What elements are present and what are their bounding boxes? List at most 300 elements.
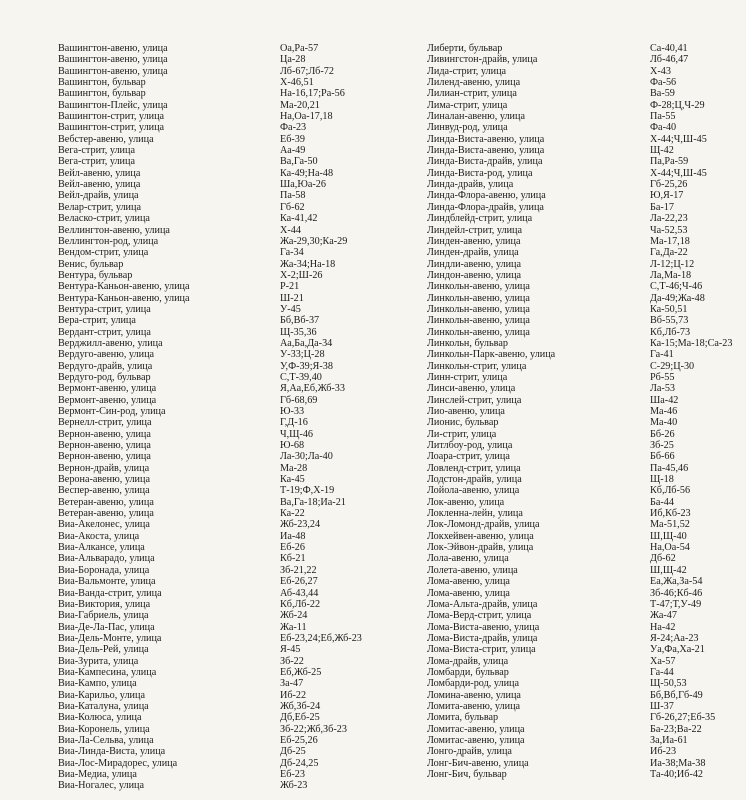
index-entry bbox=[427, 633, 746, 644]
street-name: Вендом-стрит, улица bbox=[58, 247, 149, 259]
grid-reference: Да-49;Жа-48 bbox=[650, 292, 705, 304]
index-entry bbox=[427, 338, 746, 349]
street-name: Веспер-авеню, улица bbox=[58, 485, 150, 497]
grid-reference: Х-43 bbox=[650, 65, 671, 77]
index-entry bbox=[58, 281, 398, 292]
index-entry bbox=[58, 236, 398, 247]
street-name: Вермонт-авеню, улица bbox=[58, 383, 157, 395]
grid-reference: Уа,Фа,Ха-21 bbox=[650, 644, 705, 656]
index-entry bbox=[427, 724, 746, 735]
street-name: Веллингтон-род, улица bbox=[58, 235, 159, 247]
street-name: Виа-Дель-Монте, улица bbox=[58, 632, 162, 644]
street-name: Лок-авеню, улица bbox=[427, 496, 505, 508]
grid-reference: Оа,Ра-57 bbox=[280, 43, 319, 54]
grid-reference: Х-44 bbox=[280, 224, 301, 236]
index-entry bbox=[58, 54, 398, 65]
index-entry bbox=[58, 213, 398, 224]
index-entry bbox=[427, 236, 746, 247]
grid-reference: Еа,Жа,За-54 bbox=[650, 576, 703, 588]
index-entry bbox=[427, 225, 746, 236]
index-entry bbox=[58, 746, 398, 757]
street-name: Виа-Карильо, улица bbox=[58, 689, 145, 701]
street-name: Линкольн-авеню, улица bbox=[427, 281, 530, 293]
street-name: Виа-Де-Ла-Пас, улица bbox=[58, 621, 155, 633]
index-entry bbox=[58, 576, 398, 587]
grid-reference: Гб-25,26 bbox=[650, 179, 688, 191]
street-name: Виа-Коронель, улица bbox=[58, 723, 150, 735]
street-name: Виа-Акелонес, улица bbox=[58, 519, 150, 531]
street-name: Линкольн-Парк-авеню, улица bbox=[427, 349, 556, 361]
index-entry bbox=[58, 383, 398, 394]
index-entry bbox=[427, 190, 746, 201]
grid-reference: Кб,Лб-22 bbox=[280, 598, 321, 610]
street-name: Вашингтон-авеню, улица bbox=[58, 54, 168, 66]
street-name: Ломитас-авеню, улица bbox=[427, 723, 525, 735]
street-name: Ветеран-авеню, улица bbox=[58, 508, 154, 520]
grid-reference: Па-55 bbox=[650, 111, 676, 123]
grid-reference: Щ-18 bbox=[650, 474, 674, 486]
index-entry bbox=[427, 656, 746, 667]
grid-reference: У-33;Ц-28 bbox=[280, 349, 325, 361]
street-name: Линда-Виста-драйв, улица bbox=[427, 156, 543, 168]
index-entry bbox=[427, 281, 746, 292]
index-entry bbox=[427, 440, 746, 451]
grid-reference: Х-46,51 bbox=[280, 77, 314, 89]
grid-reference: На,Оа-54 bbox=[650, 542, 690, 554]
street-name: Ломбарди, бульвар bbox=[427, 666, 509, 678]
index-entry bbox=[427, 77, 746, 88]
street-name: Литлбоу-род, улица bbox=[427, 440, 513, 452]
index-entry bbox=[58, 633, 398, 644]
street-name: Вердант-стрит, улица bbox=[58, 326, 151, 338]
street-name: Лола-авеню, улица bbox=[427, 553, 509, 565]
street-name: Виа-Алкансе, улица bbox=[58, 542, 145, 554]
street-name: Виа-Зурита, улица bbox=[58, 655, 139, 667]
index-entry bbox=[427, 758, 746, 769]
street-name: Лионис, бульвар bbox=[427, 417, 499, 429]
index-entry bbox=[58, 485, 398, 496]
index-entry bbox=[58, 43, 398, 54]
index-entry bbox=[58, 712, 398, 723]
street-name: Виа-Габриель, улица bbox=[58, 610, 149, 622]
street-name: Велар-стрит, улица bbox=[58, 201, 141, 213]
grid-reference: Ш,Щ-40 bbox=[650, 530, 687, 542]
index-entry bbox=[427, 417, 746, 428]
grid-reference: Зб-46;Кб-46 bbox=[650, 587, 703, 599]
street-name: Лок-Ломонд-драйв, улица bbox=[427, 519, 540, 531]
grid-reference: Гб-62 bbox=[280, 201, 305, 213]
grid-reference: Га-41 bbox=[650, 349, 674, 361]
grid-reference: Га,Да-22 bbox=[650, 247, 688, 259]
index-entry bbox=[58, 690, 398, 701]
street-name: Ломита, бульвар bbox=[427, 712, 499, 724]
index-entry bbox=[427, 315, 746, 326]
grid-reference: Дб-25 bbox=[280, 746, 306, 758]
grid-reference: Еб,Жб-25 bbox=[280, 666, 322, 678]
index-entry bbox=[427, 553, 746, 564]
street-name: Линкольн-авеню, улица bbox=[427, 326, 530, 338]
street-name: Лома-Верд-стрит, улица bbox=[427, 610, 532, 622]
grid-reference: Ба-23;Ва-22 bbox=[650, 723, 702, 735]
street-name: Линалан-авеню, улица bbox=[427, 111, 525, 123]
index-entry bbox=[58, 497, 398, 508]
index-entry bbox=[427, 145, 746, 156]
index-entry bbox=[58, 225, 398, 236]
grid-reference: Еб-26 bbox=[280, 542, 305, 554]
grid-reference: Га-44 bbox=[650, 666, 674, 678]
street-name: Линда-Виста-род, улица bbox=[427, 167, 533, 179]
street-name: Вердуго-авеню, улица bbox=[58, 349, 155, 361]
index-entry bbox=[427, 746, 746, 757]
index-entry bbox=[58, 622, 398, 633]
street-name: Лида-стрит, улица bbox=[427, 65, 507, 77]
grid-reference: Жа-47 bbox=[650, 610, 677, 622]
index-entry bbox=[427, 429, 746, 440]
street-name: Ли-стрит, улица bbox=[427, 428, 497, 440]
grid-reference: Иб-22 bbox=[280, 689, 307, 701]
index-entry bbox=[427, 508, 746, 519]
street-name: Вебстер-авеню, улица bbox=[58, 133, 154, 145]
grid-reference: Гб-26,27;Еб-35 bbox=[650, 712, 716, 724]
index-entry bbox=[427, 769, 746, 780]
index-entry bbox=[58, 780, 398, 791]
index-entry bbox=[427, 372, 746, 383]
index-entry bbox=[427, 134, 746, 145]
grid-reference: Я-45 bbox=[280, 644, 301, 656]
index-entry bbox=[427, 111, 746, 122]
grid-reference: Жб,Зб-24 bbox=[280, 700, 321, 712]
grid-reference: Ма-51,52 bbox=[650, 519, 690, 531]
grid-reference: Ш-37 bbox=[650, 700, 674, 712]
index-entry bbox=[58, 327, 398, 338]
street-name: Лолета-авеню, улица bbox=[427, 564, 518, 576]
index-entry bbox=[58, 599, 398, 610]
grid-reference: Жб-23,24 bbox=[280, 519, 321, 531]
street-name: Вернон-авеню, улица bbox=[58, 428, 151, 440]
street-name: Вердуго-род, бульвар bbox=[58, 371, 151, 383]
index-entry bbox=[58, 315, 398, 326]
street-name: Веласко-стрит, улица bbox=[58, 213, 150, 225]
grid-reference: Ю-68 bbox=[280, 440, 305, 452]
index-entry bbox=[58, 270, 398, 281]
index-entry bbox=[427, 519, 746, 530]
grid-reference: Фа-23 bbox=[280, 122, 307, 134]
street-name: Вернон-авеню, улица bbox=[58, 440, 151, 452]
grid-reference: Жб-23 bbox=[280, 780, 308, 792]
street-name: Лома-Виста-авеню, улица bbox=[427, 621, 540, 633]
grid-reference: Еб-25,26 bbox=[280, 734, 318, 746]
grid-reference: Ва,Га-18;Иа-21 bbox=[280, 496, 346, 508]
street-name: Вашингтон-авеню, улица bbox=[58, 43, 168, 54]
grid-reference: Рб-55 bbox=[650, 371, 675, 383]
grid-reference: Аа,Ба,Да-34 bbox=[280, 337, 333, 349]
street-name: Виа-Ванда-стрит, улица bbox=[58, 587, 162, 599]
grid-reference: Са-40,41 bbox=[650, 43, 688, 54]
grid-reference: На-16,17;Ра-56 bbox=[280, 88, 345, 100]
street-name: Ломина-авеню, улица bbox=[427, 689, 521, 701]
street-name: Линдейл-стрит, улица bbox=[427, 224, 523, 236]
street-name: Лонго-драйв, улица bbox=[427, 746, 512, 758]
grid-reference: Ка-22 bbox=[280, 508, 305, 520]
street-name: Вера-стрит, улица bbox=[58, 315, 136, 327]
street-name: Венис, бульвар bbox=[58, 258, 124, 270]
grid-reference: Зб-25 bbox=[650, 440, 674, 452]
grid-reference: Л-12;Ц-12 bbox=[650, 258, 695, 270]
street-name: Вега-стрит, улица bbox=[58, 156, 135, 168]
index-entry bbox=[427, 406, 746, 417]
street-name: Виа-Виктория, улица bbox=[58, 598, 151, 610]
index-entry bbox=[58, 610, 398, 621]
index-entry bbox=[427, 122, 746, 133]
grid-reference: Ка-50,51 bbox=[650, 303, 688, 315]
grid-reference: Иб,Кб-23 bbox=[650, 508, 691, 520]
index-entry bbox=[427, 43, 746, 54]
grid-reference: Па-58 bbox=[280, 190, 306, 202]
index-entry bbox=[427, 54, 746, 65]
index-entry bbox=[427, 610, 746, 621]
index-entry bbox=[58, 508, 398, 519]
grid-reference: За-47 bbox=[280, 678, 304, 690]
index-entry bbox=[427, 213, 746, 224]
index-entry bbox=[58, 202, 398, 213]
grid-reference: Х-44;Ч,Ш-45 bbox=[650, 133, 707, 145]
index-entry bbox=[427, 451, 746, 462]
grid-reference: За,Иа-61 bbox=[650, 734, 688, 746]
street-name: Вейл-авеню, улица bbox=[58, 167, 141, 179]
grid-reference: Па,Ра-59 bbox=[650, 156, 689, 168]
index-entry bbox=[427, 179, 746, 190]
street-name: Вашингтон-авеню, улица bbox=[58, 65, 168, 77]
index-entry bbox=[58, 531, 398, 542]
grid-reference: Дб-24,25 bbox=[280, 757, 319, 769]
grid-reference: Ва,Га-50 bbox=[280, 156, 318, 168]
index-entry bbox=[427, 270, 746, 281]
grid-reference: Щ-50,53 bbox=[650, 678, 687, 690]
street-name: Лиленд-авеню, улица bbox=[427, 77, 521, 89]
grid-reference: Щ-35,36 bbox=[280, 326, 317, 338]
grid-reference: Я-24;Аа-23 bbox=[650, 632, 699, 644]
street-name: Виа-Кампесина, улица bbox=[58, 666, 157, 678]
index-entry bbox=[427, 202, 746, 213]
street-name: Лойола-авеню, улица bbox=[427, 485, 520, 497]
index-entry bbox=[58, 553, 398, 564]
index-entry bbox=[58, 259, 398, 270]
street-name: Ветеран-авеню, улица bbox=[58, 496, 154, 508]
street-name: Вашингтон, бульвар bbox=[58, 77, 146, 89]
index-entry bbox=[58, 678, 398, 689]
street-name: Вернон-драйв, улица bbox=[58, 462, 150, 474]
street-name: Вентура-Каньон-авеню, улица bbox=[58, 281, 190, 293]
index-entry bbox=[58, 667, 398, 678]
street-name: Виа-Колюса, улица bbox=[58, 712, 142, 724]
index-entry bbox=[58, 724, 398, 735]
grid-reference: У,Ф-39;Я-38 bbox=[280, 360, 333, 372]
street-name: Виа-Кампо, улица bbox=[58, 678, 137, 690]
grid-reference: Ша-42 bbox=[650, 394, 679, 406]
grid-reference: Т-19;Ф,Х-19 bbox=[280, 485, 335, 497]
index-entry bbox=[58, 440, 398, 451]
index-entry bbox=[427, 622, 746, 633]
index-entry bbox=[58, 134, 398, 145]
index-entry bbox=[427, 100, 746, 111]
index-entry bbox=[58, 656, 398, 667]
index-entry bbox=[58, 474, 398, 485]
street-name: Вентура-стрит, улица bbox=[58, 303, 151, 315]
index-entry bbox=[427, 644, 746, 655]
index-entry bbox=[58, 77, 398, 88]
street-name: Линдон-авеню, улица bbox=[427, 269, 522, 281]
grid-reference: Я,Аа,Еб,Жб-33 bbox=[280, 383, 345, 395]
grid-reference: Еб-23 bbox=[280, 769, 305, 780]
index-entry bbox=[58, 417, 398, 428]
street-name: Линда-Флора-авеню, улица bbox=[427, 190, 546, 202]
grid-reference: Ба-17 bbox=[650, 201, 674, 213]
index-entry bbox=[58, 735, 398, 746]
index-entry bbox=[427, 531, 746, 542]
street-name: Лио-авеню, улица bbox=[427, 406, 505, 417]
street-name: Линкольн-авеню, улица bbox=[427, 292, 530, 304]
index-entry bbox=[58, 429, 398, 440]
index-entry bbox=[427, 701, 746, 712]
grid-reference: Ма-17,18 bbox=[650, 235, 690, 247]
index-entry bbox=[58, 168, 398, 179]
street-name: Вернон-авеню, улица bbox=[58, 451, 151, 463]
index-entry bbox=[427, 361, 746, 372]
street-name: Линдблейд-стрит, улица bbox=[427, 213, 533, 225]
street-name: Виа-Акоста, улица bbox=[58, 530, 140, 542]
grid-reference: Га-34 bbox=[280, 247, 304, 259]
index-entry bbox=[427, 327, 746, 338]
grid-reference: Ча-52,53 bbox=[650, 224, 688, 236]
grid-reference: Аб-43,44 bbox=[280, 587, 319, 599]
grid-reference: На,Оа-17,18 bbox=[280, 111, 333, 123]
grid-reference: Ш,Щ-42 bbox=[650, 564, 687, 576]
street-name: Вашингтон-Плейс, улица bbox=[58, 99, 168, 111]
street-name: Лома-Виста-стрит, улица bbox=[427, 644, 536, 656]
street-name: Линкольн-авеню, улица bbox=[427, 315, 530, 327]
index-entry bbox=[427, 576, 746, 587]
street-name: Линда-Виста-авеню, улица bbox=[427, 133, 545, 145]
index-entry bbox=[58, 463, 398, 474]
grid-reference: Ва-59 bbox=[650, 88, 675, 100]
index-entry bbox=[427, 88, 746, 99]
grid-reference: Аа-49 bbox=[280, 145, 306, 157]
street-name: Виа-Каталуна, улица bbox=[58, 700, 149, 712]
street-name: Линн-стрит, улица bbox=[427, 371, 508, 383]
index-entry bbox=[427, 485, 746, 496]
index-entry bbox=[427, 304, 746, 315]
street-name: Ливингстон-драйв, улица bbox=[427, 54, 538, 66]
grid-reference: Ш-21 bbox=[280, 292, 304, 304]
grid-reference: Зб-21,22 bbox=[280, 564, 317, 576]
street-name: Либерти, бульвар bbox=[427, 43, 503, 54]
street-name: Линда-Виста-авеню, улица bbox=[427, 145, 545, 157]
grid-reference: Вб-55,73 bbox=[650, 315, 689, 327]
grid-reference: Ла-22,23 bbox=[650, 213, 688, 225]
grid-reference: С,Т-46;Ч-46 bbox=[650, 281, 703, 293]
street-name: Лодстон-драйв, улица bbox=[427, 474, 522, 486]
index-entry bbox=[58, 565, 398, 576]
index-entry bbox=[58, 145, 398, 156]
index-entry bbox=[58, 769, 398, 780]
grid-reference: Жб-24 bbox=[280, 610, 308, 622]
street-name: Вега-стрит, улица bbox=[58, 145, 135, 157]
grid-reference: Жа-11 bbox=[280, 621, 307, 633]
street-name: Виа-Дель-Рей, улица bbox=[58, 644, 149, 656]
index-entry bbox=[58, 395, 398, 406]
grid-reference: Бб,Вб-37 bbox=[280, 315, 320, 327]
street-name: Вейл-авеню, улица bbox=[58, 179, 141, 191]
index-entry bbox=[58, 156, 398, 167]
index-entry bbox=[58, 304, 398, 315]
grid-reference: Ла-53 bbox=[650, 383, 676, 395]
grid-reference: Лб-67;Лб-72 bbox=[280, 65, 334, 77]
grid-reference: Щ-42 bbox=[650, 145, 674, 157]
grid-reference: Ла,Ма-18 bbox=[650, 269, 692, 281]
street-name: Лоара-стрит, улица bbox=[427, 451, 510, 463]
street-name: Линкольн, бульвар bbox=[427, 337, 508, 349]
grid-reference: Гб-68,69 bbox=[280, 394, 318, 406]
street-name: Линкольн-стрит, улица bbox=[427, 360, 527, 372]
index-entry bbox=[427, 66, 746, 77]
grid-reference: Та-40;Иб-42 bbox=[650, 769, 704, 780]
street-name: Веллингтон-авеню, улица bbox=[58, 224, 170, 236]
grid-reference: Кб,Лб-73 bbox=[650, 326, 691, 338]
index-column-left bbox=[58, 43, 398, 792]
index-entry bbox=[58, 361, 398, 372]
index-entry bbox=[427, 667, 746, 678]
grid-reference: Кб-21 bbox=[280, 553, 306, 565]
grid-reference: Бб,Вб,Гб-49 bbox=[650, 689, 703, 701]
index-entry bbox=[427, 168, 746, 179]
index-entry bbox=[427, 542, 746, 553]
street-name: Лонг-Бич, бульвар bbox=[427, 769, 507, 780]
grid-reference: Дб,Еб-25 bbox=[280, 712, 320, 724]
grid-reference: Ла-30;Ла-40 bbox=[280, 451, 333, 463]
index-entry bbox=[427, 259, 746, 270]
street-name: Линслей-стрит, улица bbox=[427, 394, 522, 406]
index-entry bbox=[58, 66, 398, 77]
street-name: Вентура-Каньон-авеню, улица bbox=[58, 292, 190, 304]
street-name: Ловленд-стрит, улица bbox=[427, 462, 521, 474]
street-name: Линда-драйв, улица bbox=[427, 179, 514, 191]
index-entry bbox=[58, 179, 398, 190]
index-entry bbox=[58, 644, 398, 655]
grid-reference: Еб-23,24;Еб,Жб-23 bbox=[280, 632, 362, 644]
grid-reference: У-45 bbox=[280, 303, 301, 315]
index-entry bbox=[58, 338, 398, 349]
index-entry bbox=[58, 758, 398, 769]
index-entry bbox=[58, 88, 398, 99]
index-entry bbox=[58, 122, 398, 133]
grid-reference: Жа-29,30;Ка-29 bbox=[280, 235, 348, 247]
street-name: Виа-Медиа, улица bbox=[58, 769, 137, 780]
index-entry bbox=[58, 519, 398, 530]
grid-reference: Дб-62 bbox=[650, 553, 676, 565]
grid-reference: Еб-26,27 bbox=[280, 576, 318, 588]
street-name: Виа-Боронада, улица bbox=[58, 564, 150, 576]
street-name: Линкольн-авеню, улица bbox=[427, 303, 530, 315]
index-entry bbox=[427, 678, 746, 689]
street-name: Лима-стрит, улица bbox=[427, 99, 508, 111]
grid-reference: Иа-38;Ма-38 bbox=[650, 757, 706, 769]
street-name: Вентура, бульвар bbox=[58, 269, 133, 281]
street-name: Лома-драйв, улица bbox=[427, 655, 509, 667]
street-name: Вашингтон, бульвар bbox=[58, 88, 146, 100]
grid-reference: Т-47;Т,У-49 bbox=[650, 598, 702, 610]
street-name: Лома-авеню, улица bbox=[427, 587, 510, 599]
index-entry bbox=[58, 293, 398, 304]
